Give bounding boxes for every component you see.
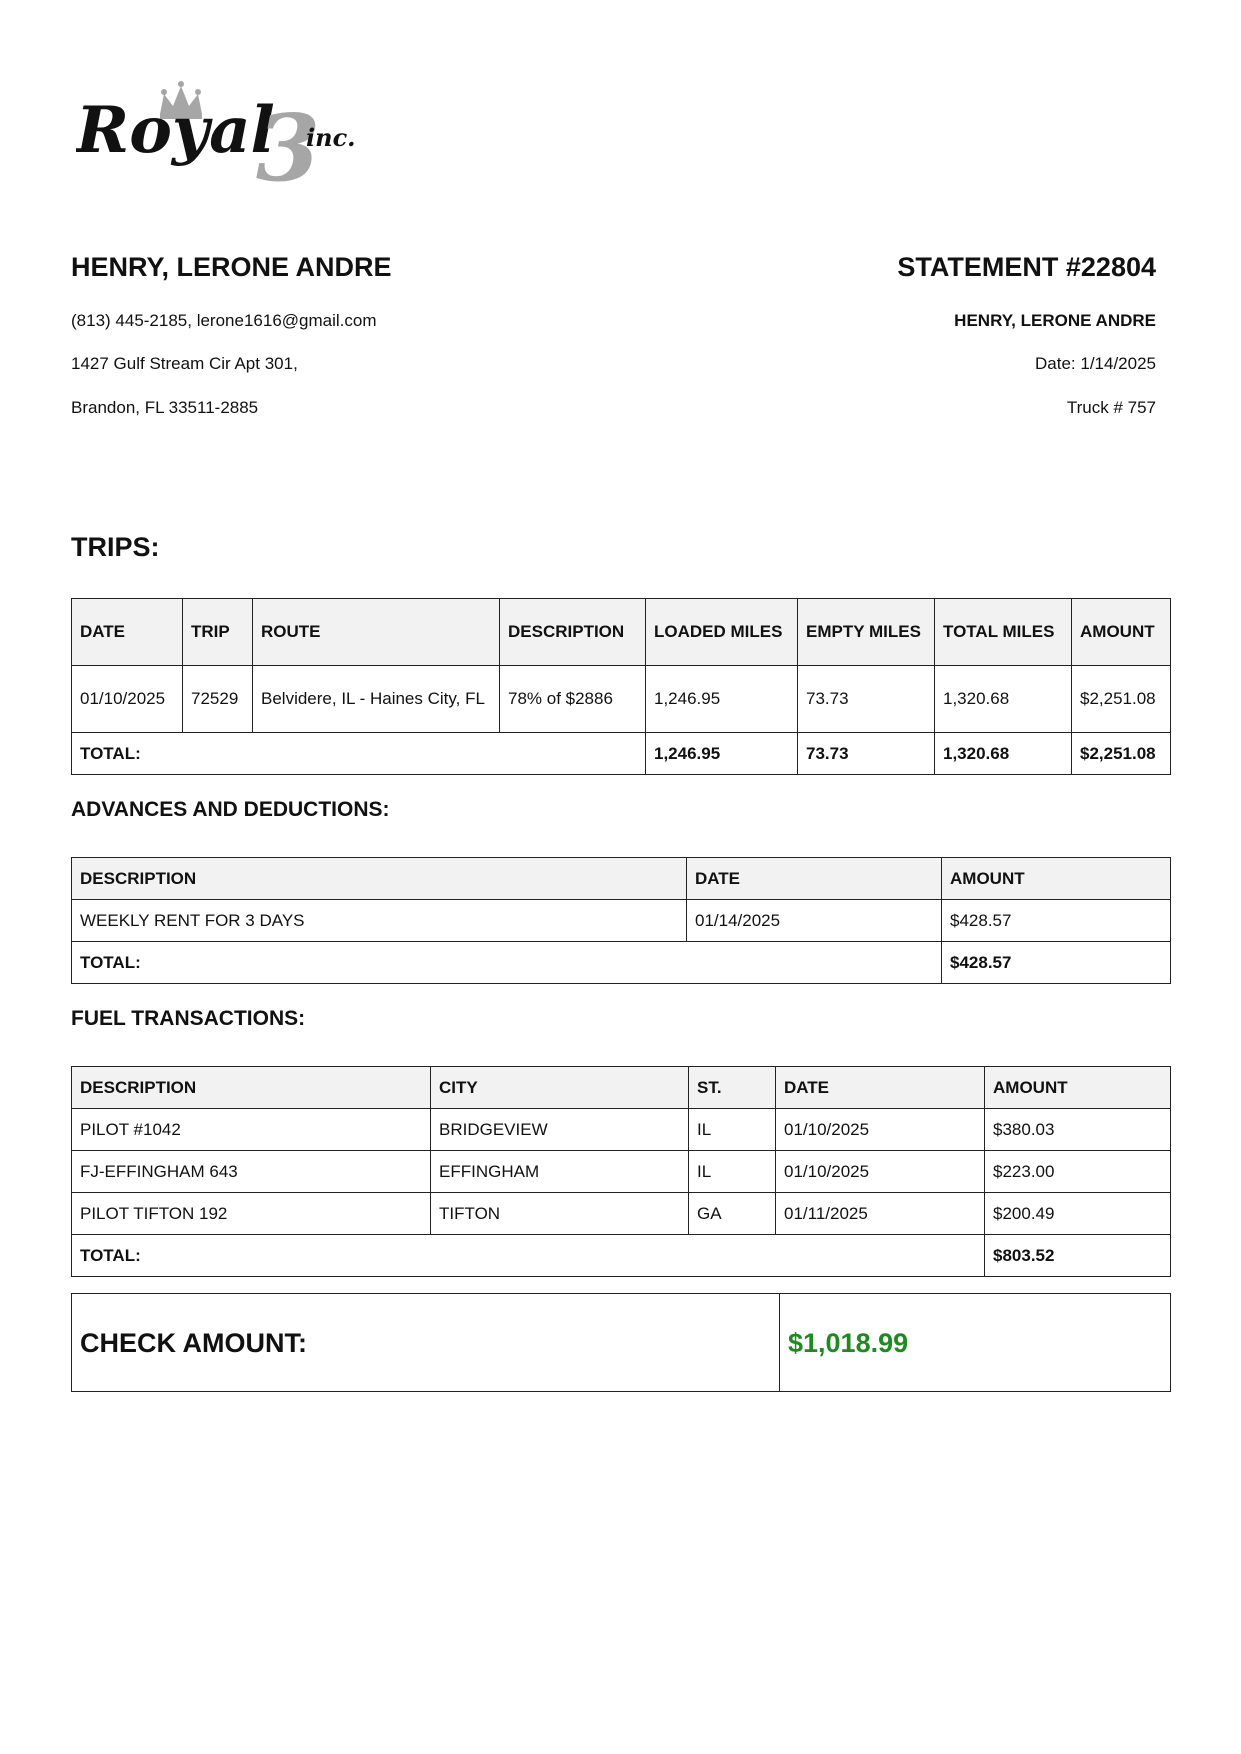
fuel-state: IL — [689, 1109, 776, 1151]
fuel-description: PILOT #1042 — [72, 1109, 431, 1151]
logo-numeral: 3 — [256, 94, 321, 188]
trip-empty-miles: 73.73 — [798, 666, 935, 733]
fuel-table — [71, 1066, 1171, 1277]
column-header: DATE — [687, 858, 942, 900]
total-loaded-miles: 1,246.95 — [646, 733, 798, 775]
check-amount-box — [71, 1293, 1171, 1392]
statement-title: STATEMENT #22804 — [897, 252, 1156, 282]
fuel-header-row — [72, 1067, 1171, 1109]
column-header: TOTAL MILES — [935, 599, 1072, 666]
total-empty-miles: 73.73 — [798, 733, 935, 775]
fuel-city: TIFTON — [431, 1193, 689, 1235]
fuel-description: FJ-EFFINGHAM 643 — [72, 1151, 431, 1193]
advances-total-row — [72, 942, 1171, 984]
logo-suffix: inc. — [306, 123, 356, 152]
advances-table — [71, 857, 1171, 984]
company-logo — [76, 76, 386, 188]
trip-route: Belvidere, IL - Haines City, FL — [253, 666, 500, 733]
table-row — [72, 900, 1171, 942]
fuel-city: EFFINGHAM — [431, 1151, 689, 1193]
total-amount: $803.52 — [985, 1235, 1171, 1277]
driver-contact: (813) 445-2185, lerone1616@gmail.com — [71, 311, 377, 330]
statement-date: Date: 1/14/2025 — [1035, 354, 1156, 373]
column-header: DATE — [776, 1067, 985, 1109]
table-row — [72, 1151, 1171, 1193]
fuel-date: 01/11/2025 — [776, 1193, 985, 1235]
trip-total-miles: 1,320.68 — [935, 666, 1072, 733]
fuel-description: PILOT TIFTON 192 — [72, 1193, 431, 1235]
total-amount: $428.57 — [942, 942, 1171, 984]
trips-table — [71, 598, 1171, 775]
check-amount-label: CHECK AMOUNT: — [72, 1294, 780, 1392]
total-label: TOTAL: — [72, 733, 646, 775]
trip-amount: $2,251.08 — [1072, 666, 1171, 733]
column-header: ST. — [689, 1067, 776, 1109]
column-header: DESCRIPTION — [500, 599, 646, 666]
column-header: EMPTY MILES — [798, 599, 935, 666]
column-header: AMOUNT — [942, 858, 1171, 900]
column-header: DATE — [72, 599, 183, 666]
statement-truck: Truck # 757 — [1066, 398, 1156, 417]
driver-address-line2: Brandon, FL 33511-2885 — [71, 398, 259, 417]
driver-address-line1: 1427 Gulf Stream Cir Apt 301, — [71, 354, 298, 373]
advances-header-row — [72, 858, 1171, 900]
fuel-total-row — [72, 1235, 1171, 1277]
column-header: LOADED MILES — [646, 599, 798, 666]
column-header: DESCRIPTION — [72, 858, 687, 900]
advance-date: 01/14/2025 — [687, 900, 942, 942]
table-row — [72, 1193, 1171, 1235]
column-header: ROUTE — [253, 599, 500, 666]
fuel-date: 01/10/2025 — [776, 1151, 985, 1193]
advances-heading: ADVANCES AND DEDUCTIONS: — [71, 798, 390, 821]
trips-header-row — [72, 599, 1171, 666]
check-amount-value: $1,018.99 — [780, 1294, 1171, 1392]
trips-total-row — [72, 733, 1171, 775]
table-row — [72, 1109, 1171, 1151]
logo-wordmark: Royal — [76, 93, 275, 168]
column-header: TRIP — [183, 599, 253, 666]
statement-driver-name: HENRY, LERONE ANDRE — [954, 311, 1156, 330]
royal-3-logo-graphic — [76, 76, 386, 188]
statement-info — [636, 250, 1156, 417]
advance-description: WEEKLY RENT FOR 3 DAYS — [72, 900, 687, 942]
advance-amount: $428.57 — [942, 900, 1171, 942]
fuel-state: IL — [689, 1151, 776, 1193]
trip-number: 72529 — [183, 666, 253, 733]
trip-description: 78% of $2886 — [500, 666, 646, 733]
fuel-date: 01/10/2025 — [776, 1109, 985, 1151]
fuel-amount: $223.00 — [985, 1151, 1171, 1193]
column-header: DESCRIPTION — [72, 1067, 431, 1109]
fuel-heading: FUEL TRANSACTIONS: — [71, 1007, 306, 1030]
fuel-amount: $380.03 — [985, 1109, 1171, 1151]
trips-heading: TRIPS: — [71, 532, 160, 562]
fuel-amount: $200.49 — [985, 1193, 1171, 1235]
column-header: AMOUNT — [985, 1067, 1171, 1109]
total-label: TOTAL: — [72, 942, 942, 984]
driver-info — [71, 250, 631, 417]
trip-loaded-miles: 1,246.95 — [646, 666, 798, 733]
fuel-state: GA — [689, 1193, 776, 1235]
total-amount: $2,251.08 — [1072, 733, 1171, 775]
table-row — [72, 666, 1171, 733]
check-amount-row — [72, 1294, 1171, 1392]
column-header: AMOUNT — [1072, 599, 1171, 666]
trip-date: 01/10/2025 — [72, 666, 183, 733]
total-label: TOTAL: — [72, 1235, 985, 1277]
total-miles: 1,320.68 — [935, 733, 1072, 775]
column-header: CITY — [431, 1067, 689, 1109]
driver-name: HENRY, LERONE ANDRE — [71, 252, 392, 282]
fuel-city: BRIDGEVIEW — [431, 1109, 689, 1151]
